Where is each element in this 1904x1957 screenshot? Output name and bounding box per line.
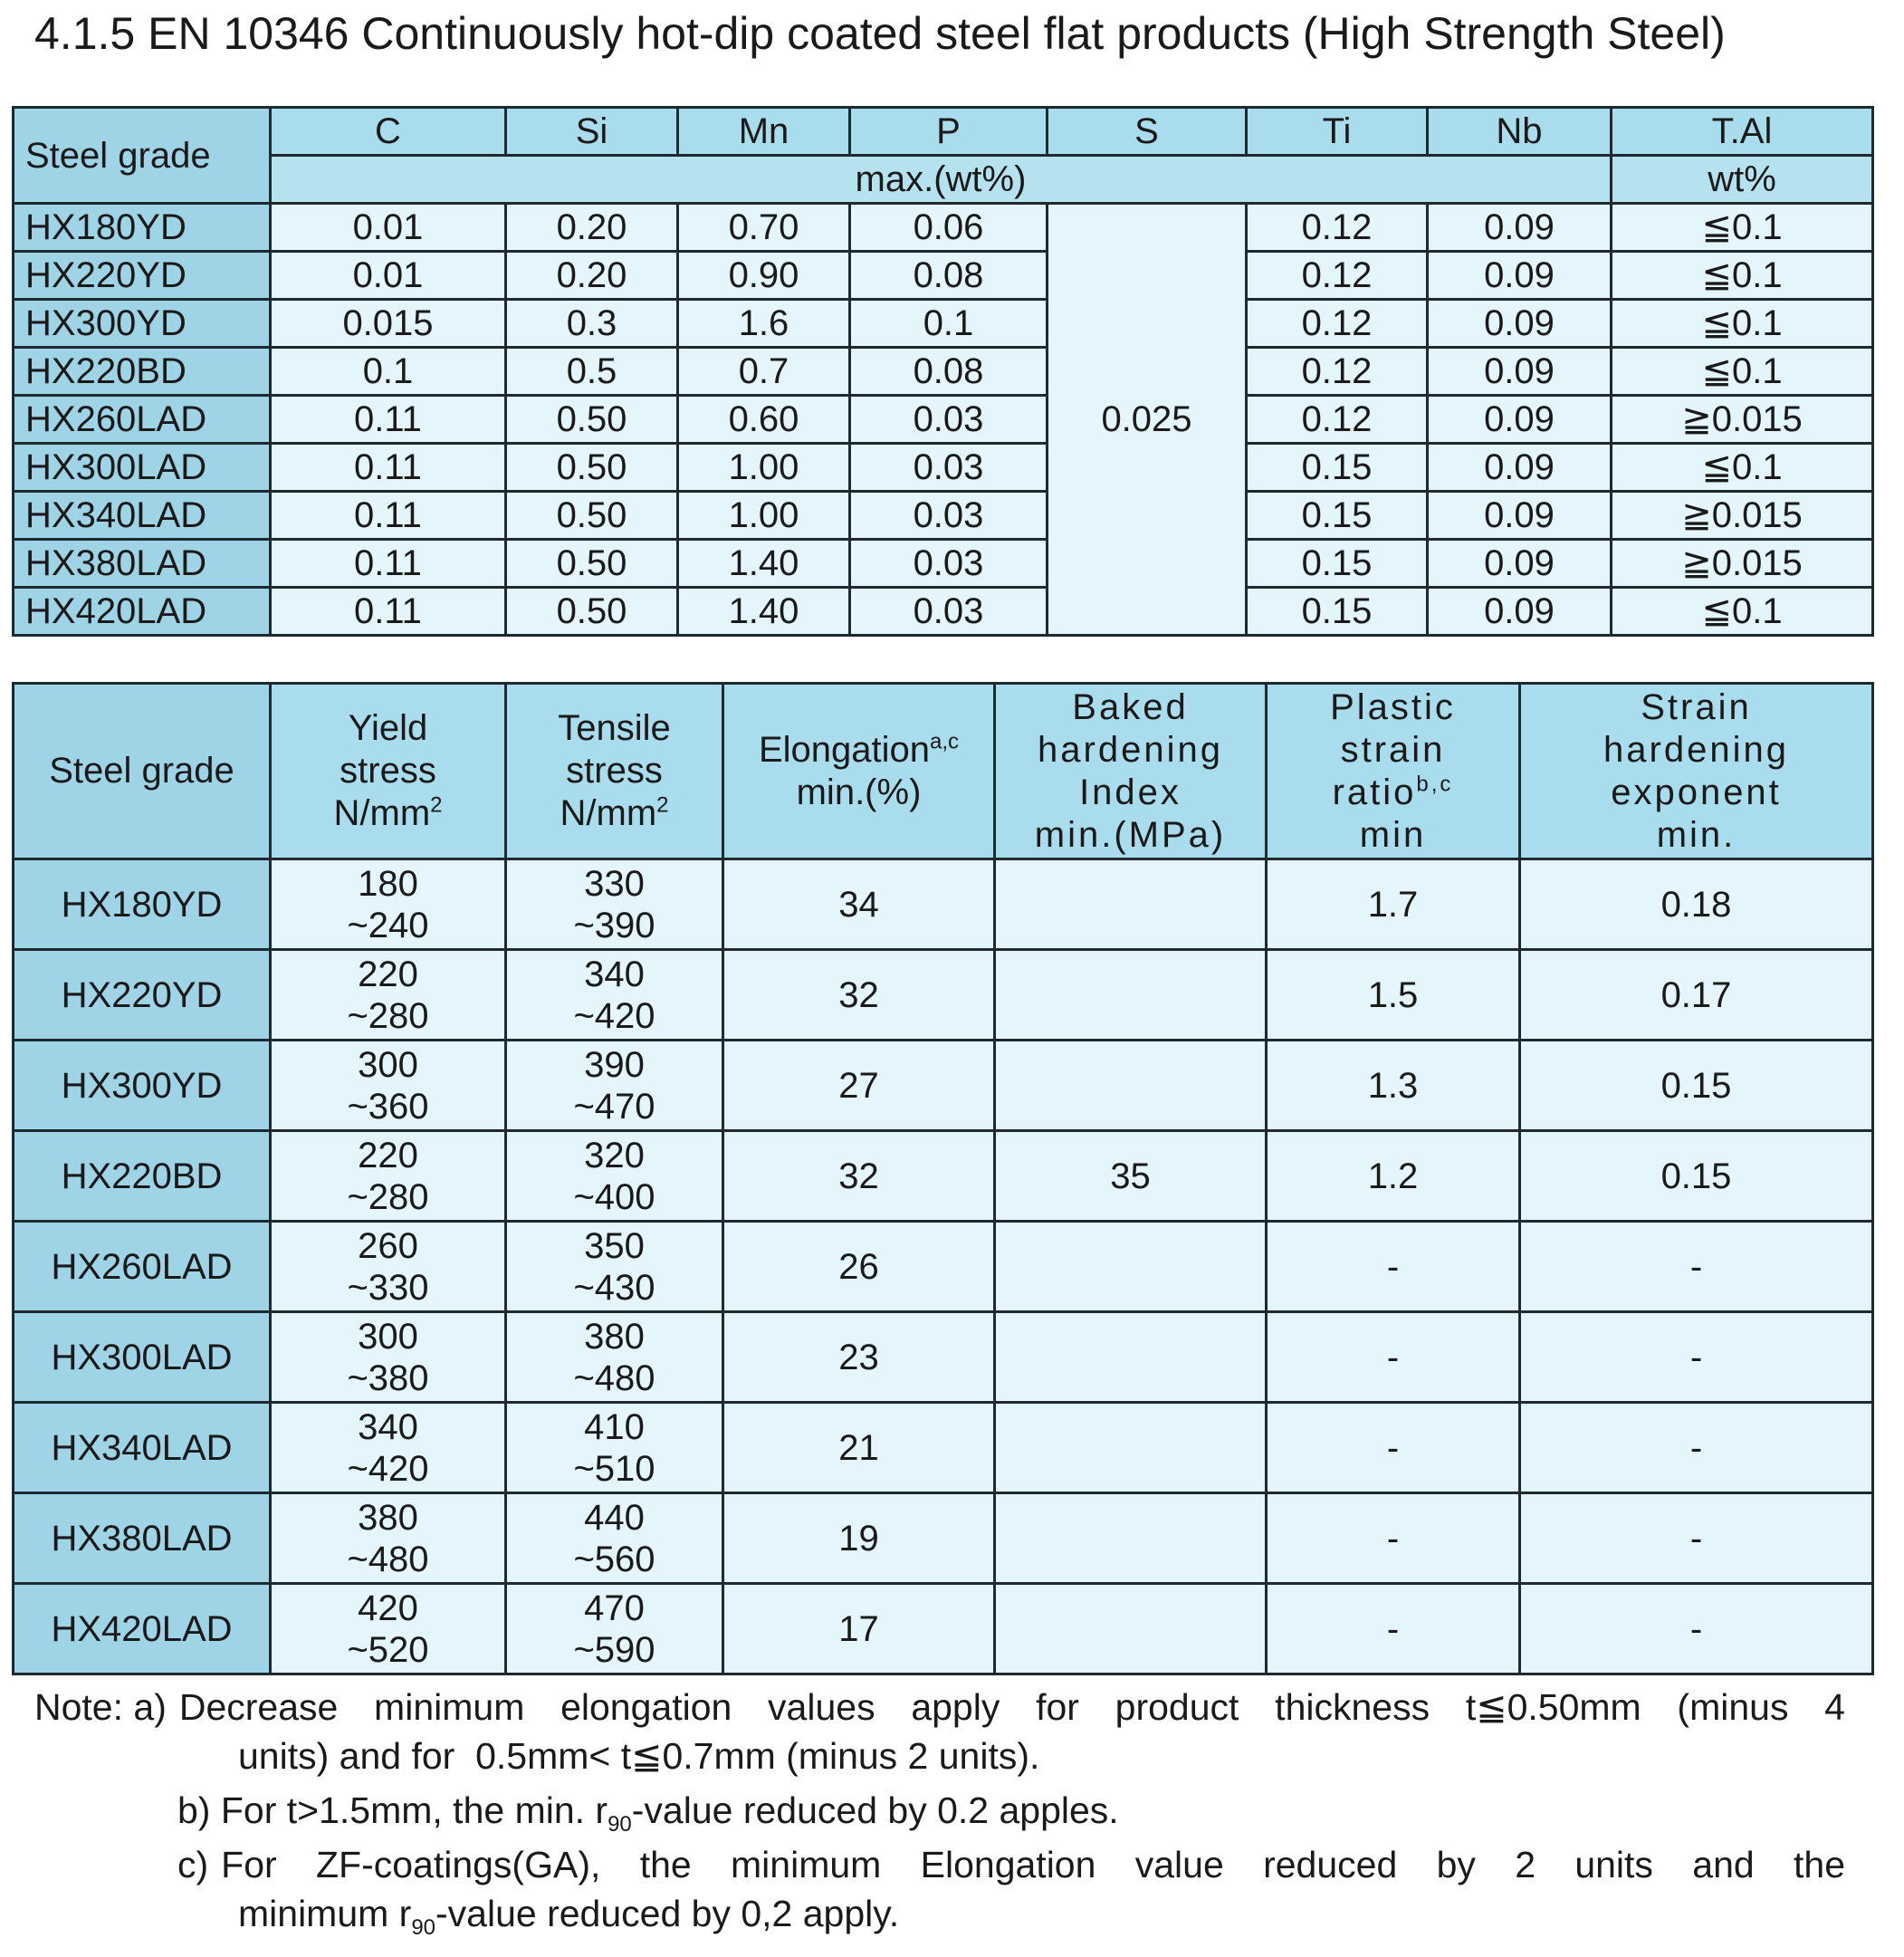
- note-c-continued: minimum $r_{90}$-value reduced by 0,2 apply.: [238, 1893, 900, 1941]
- notes: [34, 1683, 1845, 1941]
- yield-stress-cell: 220 ~280: [271, 950, 506, 1041]
- nb-value: 0.09: [1428, 492, 1612, 540]
- p-value: 0.03: [850, 396, 1048, 444]
- mn-value: 0.7: [678, 348, 850, 396]
- nb-value: 0.09: [1428, 348, 1612, 396]
- baked-hardening-cell: [995, 1403, 1267, 1493]
- tal-value: ≦0.1: [1612, 300, 1873, 348]
- p-value: 0.06: [850, 204, 1048, 252]
- mn-value: 0.70: [678, 204, 850, 252]
- note-a-continued: units) and for 0.5mm< t≦0.7mm (minus 2 units).: [238, 1735, 1040, 1777]
- plastic-strain-ratio-cell: -: [1267, 1493, 1520, 1584]
- grade-cell: HX180YD: [14, 204, 271, 252]
- si-value: 0.50: [506, 444, 678, 492]
- unit-max-header: max.(wt%): [271, 156, 1612, 204]
- tal-value: ≧0.015: [1612, 492, 1873, 540]
- tal-value: ≦0.1: [1612, 444, 1873, 492]
- plastic-strain-ratio-cell: 1.3: [1267, 1041, 1520, 1131]
- mechanical-row: [14, 1312, 1873, 1403]
- grade-cell: HX420LAD: [14, 1584, 271, 1674]
- si-value: 0.50: [506, 492, 678, 540]
- tal-value: ≦0.1: [1612, 204, 1873, 252]
- si-value: 0.20: [506, 252, 678, 300]
- baked-hardening-cell: [995, 1312, 1267, 1403]
- composition-row: [14, 444, 1873, 492]
- baked-hardening-header: Baked hardening Index min.(MPa): [995, 684, 1267, 859]
- element-header-si: Si: [506, 108, 678, 156]
- grade-cell: HX380LAD: [14, 540, 271, 588]
- element-header-s: S: [1048, 108, 1247, 156]
- baked-hardening-cell: [995, 1584, 1267, 1674]
- ti-value: 0.12: [1247, 396, 1428, 444]
- note-a: Note: a) Decrease minimum elongation values apply for product thickness t≦0.50mm (minus 4: [34, 1686, 1845, 1728]
- grade-cell: HX260LAD: [14, 396, 271, 444]
- element-header-c: C: [271, 108, 506, 156]
- strain-hardening-cell: -: [1520, 1493, 1873, 1584]
- grade-cell: HX300YD: [14, 300, 271, 348]
- p-value: 0.1: [850, 300, 1048, 348]
- c-value: 0.1: [271, 348, 506, 396]
- grade-cell: HX220BD: [14, 1131, 271, 1222]
- composition-row: [14, 348, 1873, 396]
- baked-hardening-cell: [995, 859, 1267, 950]
- mn-value: 0.60: [678, 396, 850, 444]
- ti-value: 0.12: [1247, 252, 1428, 300]
- elongation-cell: 34: [723, 859, 995, 950]
- plastic-strain-ratio-cell: 1.2: [1267, 1131, 1520, 1222]
- yield-stress-header: Yield stress $N/mm^2$: [271, 684, 506, 859]
- ti-value: 0.15: [1247, 444, 1428, 492]
- mechanical-row: [14, 1041, 1873, 1131]
- grade-cell: HX220BD: [14, 348, 271, 396]
- p-value: 0.03: [850, 492, 1048, 540]
- yield-stress-cell: 380 ~480: [271, 1493, 506, 1584]
- tal-value: ≧0.015: [1612, 396, 1873, 444]
- c-value: 0.11: [271, 492, 506, 540]
- composition-row: [14, 204, 1873, 252]
- ti-value: 0.15: [1247, 588, 1428, 636]
- ti-value: 0.12: [1247, 300, 1428, 348]
- p-value: 0.03: [850, 444, 1048, 492]
- mechanical-row: [14, 1222, 1873, 1312]
- nb-value: 0.09: [1428, 540, 1612, 588]
- plastic-strain-ratio-cell: -: [1267, 1584, 1520, 1674]
- mn-value: 0.90: [678, 252, 850, 300]
- strain-hardening-cell: 0.15: [1520, 1131, 1873, 1222]
- elongation-cell: 32: [723, 1131, 995, 1222]
- mn-value: 1.00: [678, 444, 850, 492]
- element-header-tal: T.Al: [1612, 108, 1873, 156]
- page-title: 4.1.5 EN 10346 Continuously hot-dip coated steel flat products (High Strength Steel): [34, 8, 1726, 59]
- elongation-cell: 21: [723, 1403, 995, 1493]
- tensile-stress-header: Tensile stress $N/mm^2$: [506, 684, 723, 859]
- ti-value: 0.15: [1247, 540, 1428, 588]
- ti-value: 0.12: [1247, 348, 1428, 396]
- tensile-stress-cell: 410 ~510: [506, 1403, 723, 1493]
- element-header-p: P: [850, 108, 1048, 156]
- c-value: 0.01: [271, 252, 506, 300]
- strain-hardening-header: Strain hardening exponent min.: [1520, 684, 1873, 859]
- elongation-cell: 23: [723, 1312, 995, 1403]
- grade-cell: HX300LAD: [14, 1312, 271, 1403]
- mechanical-properties-table: [12, 682, 1874, 1675]
- baked-hardening-cell: 35: [995, 1131, 1267, 1222]
- plastic-strain-ratio-cell: -: [1267, 1222, 1520, 1312]
- nb-value: 0.09: [1428, 300, 1612, 348]
- baked-hardening-cell: [995, 1222, 1267, 1312]
- tensile-stress-cell: 470 ~590: [506, 1584, 723, 1674]
- nb-value: 0.09: [1428, 396, 1612, 444]
- grade-cell: HX180YD: [14, 859, 271, 950]
- c-value: 0.01: [271, 204, 506, 252]
- c-value: 0.11: [271, 444, 506, 492]
- yield-stress-cell: 300 ~380: [271, 1312, 506, 1403]
- yield-stress-cell: 300 ~360: [271, 1041, 506, 1131]
- elongation-cell: 19: [723, 1493, 995, 1584]
- p-value: 0.08: [850, 252, 1048, 300]
- tensile-stress-cell: 340 ~420: [506, 950, 723, 1041]
- grade-cell: HX260LAD: [14, 1222, 271, 1312]
- elongation-cell: 17: [723, 1584, 995, 1674]
- tensile-stress-cell: 380 ~480: [506, 1312, 723, 1403]
- grade-cell: HX220YD: [14, 950, 271, 1041]
- grade-cell: HX340LAD: [14, 492, 271, 540]
- si-value: 0.50: [506, 588, 678, 636]
- mn-value: 1.6: [678, 300, 850, 348]
- tensile-stress-cell: 330 ~390: [506, 859, 723, 950]
- tal-value: ≦0.1: [1612, 588, 1873, 636]
- baked-hardening-cell: [995, 1041, 1267, 1131]
- mechanical-row: [14, 859, 1873, 950]
- chemical-composition-table: [12, 106, 1874, 637]
- plastic-strain-ratio-cell: 1.7: [1267, 859, 1520, 950]
- grade-cell: HX220YD: [14, 252, 271, 300]
- nb-value: 0.09: [1428, 252, 1612, 300]
- strain-hardening-cell: 0.17: [1520, 950, 1873, 1041]
- yield-stress-cell: 420 ~520: [271, 1584, 506, 1674]
- steel-grade-header: Steel grade: [14, 108, 271, 204]
- c-value: 0.11: [271, 396, 506, 444]
- p-value: 0.03: [850, 540, 1048, 588]
- nb-value: 0.09: [1428, 444, 1612, 492]
- note-b: b) For t>1.5mm, the min. $r_{90}$-value reduced by 0.2 apples.: [177, 1789, 1119, 1837]
- si-value: 0.20: [506, 204, 678, 252]
- mechanical-row: [14, 1584, 1873, 1674]
- plastic-strain-ratio-header: Plastic strain ratio$^{b,c}$ min: [1267, 684, 1520, 859]
- note-c: c) For ZF-coatings(GA), the minimum Elongation value reduced by 2 units and the: [177, 1844, 1845, 1885]
- nb-value: 0.09: [1428, 204, 1612, 252]
- c-value: 0.015: [271, 300, 506, 348]
- tensile-stress-cell: 440 ~560: [506, 1493, 723, 1584]
- mn-value: 1.40: [678, 588, 850, 636]
- plastic-strain-ratio-cell: -: [1267, 1312, 1520, 1403]
- strain-hardening-cell: 0.18: [1520, 859, 1873, 950]
- element-header-ti: Ti: [1247, 108, 1428, 156]
- unit-al-header: wt%: [1612, 156, 1873, 204]
- si-value: 0.3: [506, 300, 678, 348]
- elongation-header: Elongation$^{a,c}$ min.(%): [723, 684, 995, 859]
- element-header-mn: Mn: [678, 108, 850, 156]
- tal-value: ≦0.1: [1612, 252, 1873, 300]
- composition-row: [14, 252, 1873, 300]
- tensile-stress-cell: 390 ~470: [506, 1041, 723, 1131]
- composition-row: [14, 492, 1873, 540]
- grade-cell: HX300YD: [14, 1041, 271, 1131]
- c-value: 0.11: [271, 540, 506, 588]
- tal-value: ≧0.015: [1612, 540, 1873, 588]
- strain-hardening-cell: -: [1520, 1222, 1873, 1312]
- p-value: 0.08: [850, 348, 1048, 396]
- strain-hardening-cell: -: [1520, 1312, 1873, 1403]
- strain-hardening-cell: -: [1520, 1584, 1873, 1674]
- mn-value: 1.00: [678, 492, 850, 540]
- s-value: 0.025: [1048, 204, 1247, 636]
- composition-row: [14, 300, 1873, 348]
- nb-value: 0.09: [1428, 588, 1612, 636]
- elongation-cell: 32: [723, 950, 995, 1041]
- composition-row: [14, 540, 1873, 588]
- tal-value: ≦0.1: [1612, 348, 1873, 396]
- mechanical-row: [14, 1493, 1873, 1584]
- plastic-strain-ratio-cell: -: [1267, 1403, 1520, 1493]
- mechanical-row: [14, 1131, 1873, 1222]
- tensile-stress-cell: 320 ~400: [506, 1131, 723, 1222]
- mechanical-row: [14, 1403, 1873, 1493]
- grade-cell: HX420LAD: [14, 588, 271, 636]
- ti-value: 0.15: [1247, 492, 1428, 540]
- composition-row: [14, 396, 1873, 444]
- steel-grade-header: Steel grade: [14, 684, 271, 859]
- strain-hardening-cell: -: [1520, 1403, 1873, 1493]
- plastic-strain-ratio-cell: 1.5: [1267, 950, 1520, 1041]
- mechanical-row: [14, 950, 1873, 1041]
- elongation-cell: 27: [723, 1041, 995, 1131]
- grade-cell: HX340LAD: [14, 1403, 271, 1493]
- yield-stress-cell: 220 ~280: [271, 1131, 506, 1222]
- si-value: 0.50: [506, 540, 678, 588]
- baked-hardening-cell: [995, 1493, 1267, 1584]
- grade-cell: HX380LAD: [14, 1493, 271, 1584]
- composition-row: [14, 588, 1873, 636]
- yield-stress-cell: 340 ~420: [271, 1403, 506, 1493]
- p-value: 0.03: [850, 588, 1048, 636]
- elongation-cell: 26: [723, 1222, 995, 1312]
- tensile-stress-cell: 350 ~430: [506, 1222, 723, 1312]
- grade-cell: HX300LAD: [14, 444, 271, 492]
- element-header-nb: Nb: [1428, 108, 1612, 156]
- si-value: 0.50: [506, 396, 678, 444]
- yield-stress-cell: 260 ~330: [271, 1222, 506, 1312]
- c-value: 0.11: [271, 588, 506, 636]
- baked-hardening-cell: [995, 950, 1267, 1041]
- ti-value: 0.12: [1247, 204, 1428, 252]
- si-value: 0.5: [506, 348, 678, 396]
- mn-value: 1.40: [678, 540, 850, 588]
- yield-stress-cell: 180 ~240: [271, 859, 506, 950]
- strain-hardening-cell: 0.15: [1520, 1041, 1873, 1131]
